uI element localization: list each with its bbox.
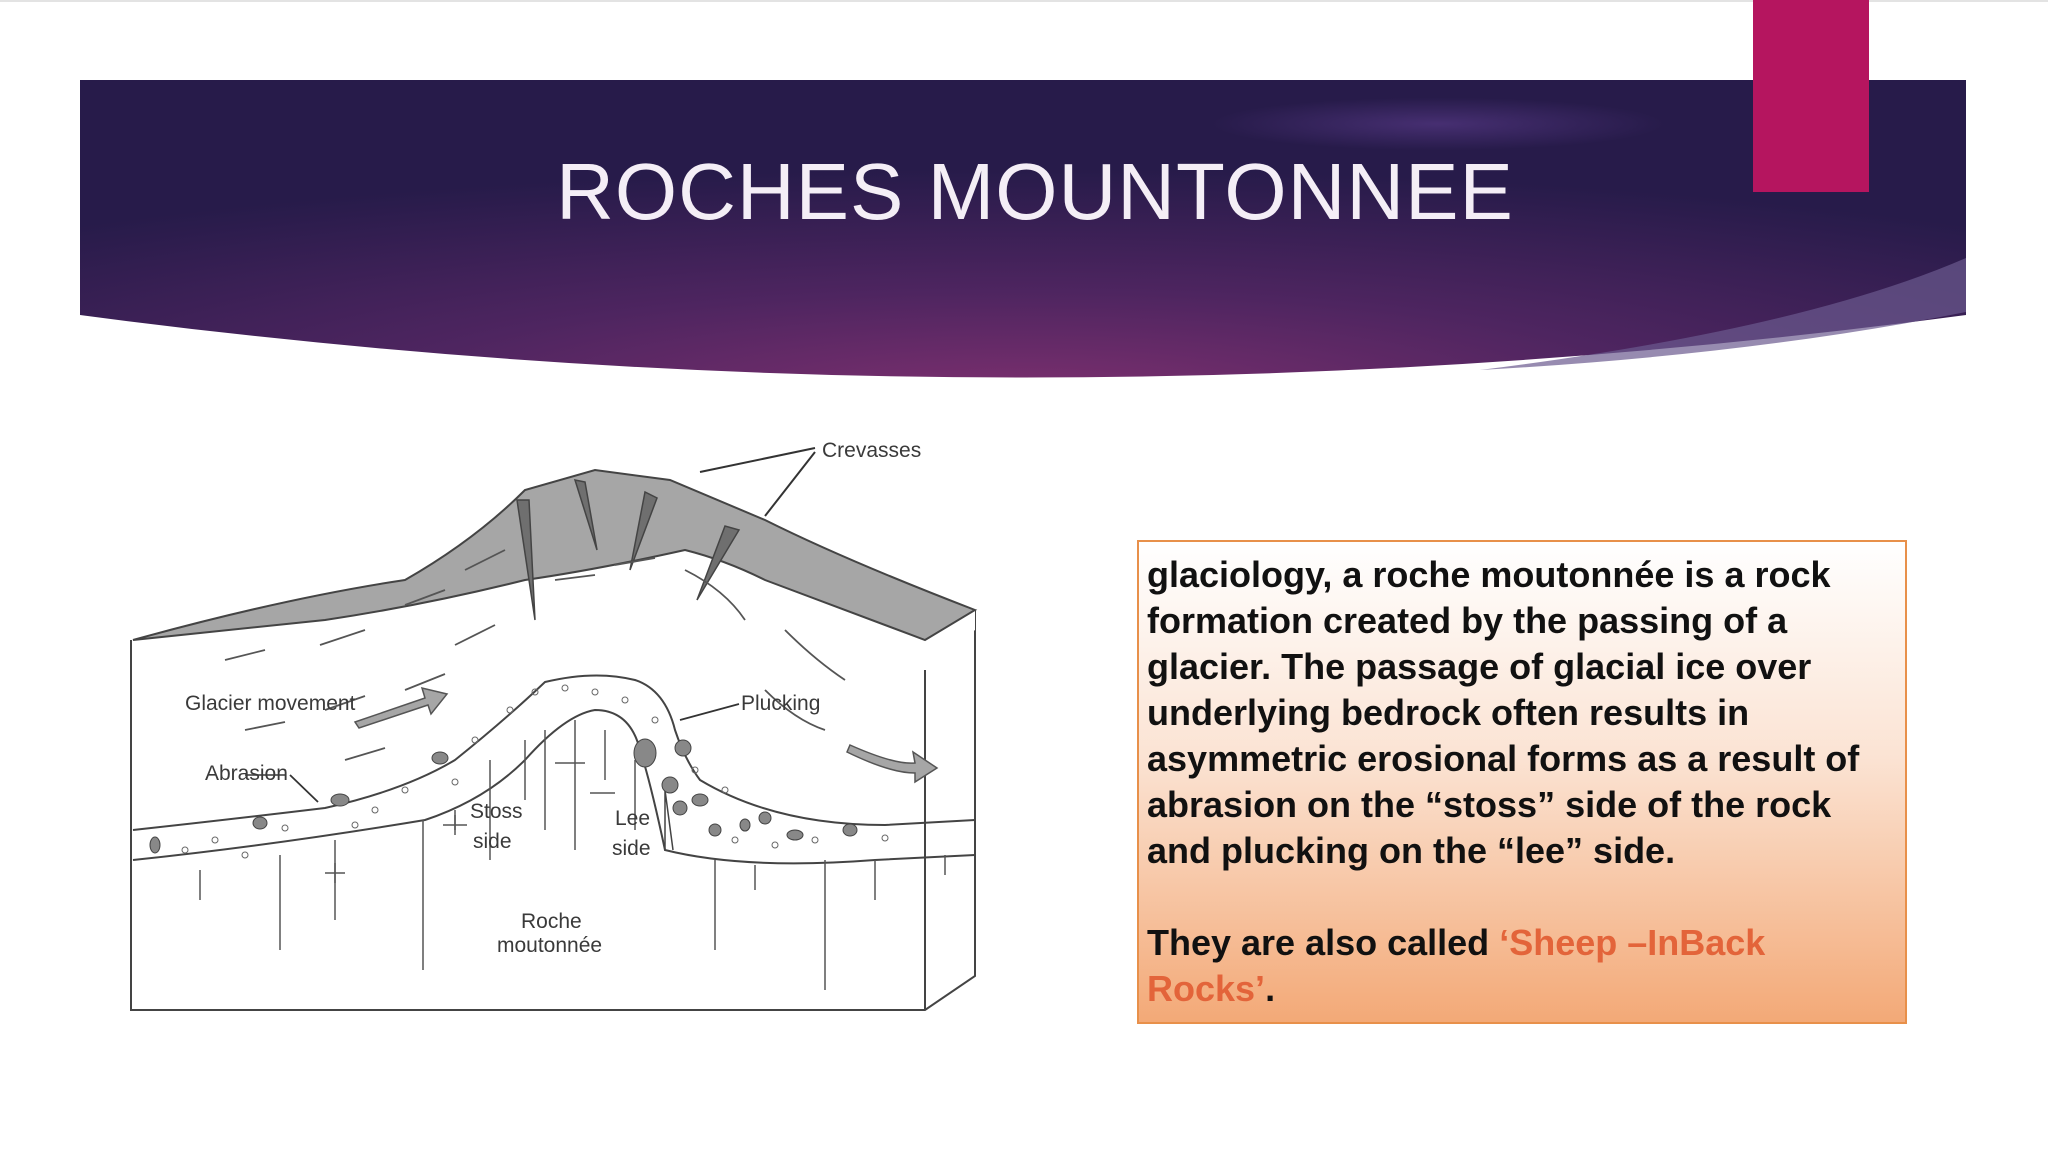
roche-moutonnee-diagram [125,430,1005,1020]
slide-title: ROCHES MOUNTONNEE [556,147,1514,236]
label-roche-line2: moutonnée [497,934,603,957]
definition-text-box [1137,540,1907,1024]
label-glacier-movement: Glacier movement [185,692,356,715]
also-called-suffix: . [1265,968,1276,1009]
definition-paragraph: glaciology, a roche moutonnée is a rock formation created by the passing of a glacier. The passage of glacial ice over underlying bedrock often results in asymmetric erosional forms as a result of abrasion on the “stoss” side of the rock and plucking on the “lee” side. [1147,554,1860,871]
also-called-paragraph [1147,920,1897,1012]
label-stoss-line2: side [473,830,512,853]
label-stoss-line1: Stoss [470,800,523,823]
label-plucking: Plucking [741,692,821,715]
label-abrasion: Abrasion [205,762,288,785]
label-lee-line1: Lee [615,807,651,830]
label-roche-line1: Roche [521,910,582,933]
paragraph-spacer [1147,874,1897,920]
label-crevasses: Crevasses [822,439,922,462]
also-called-name: ‘Sheep –InBack Rocks’ [1147,922,1766,1009]
also-called-prefix: They are also called [1147,922,1500,963]
label-lee-line2: side [612,837,651,860]
